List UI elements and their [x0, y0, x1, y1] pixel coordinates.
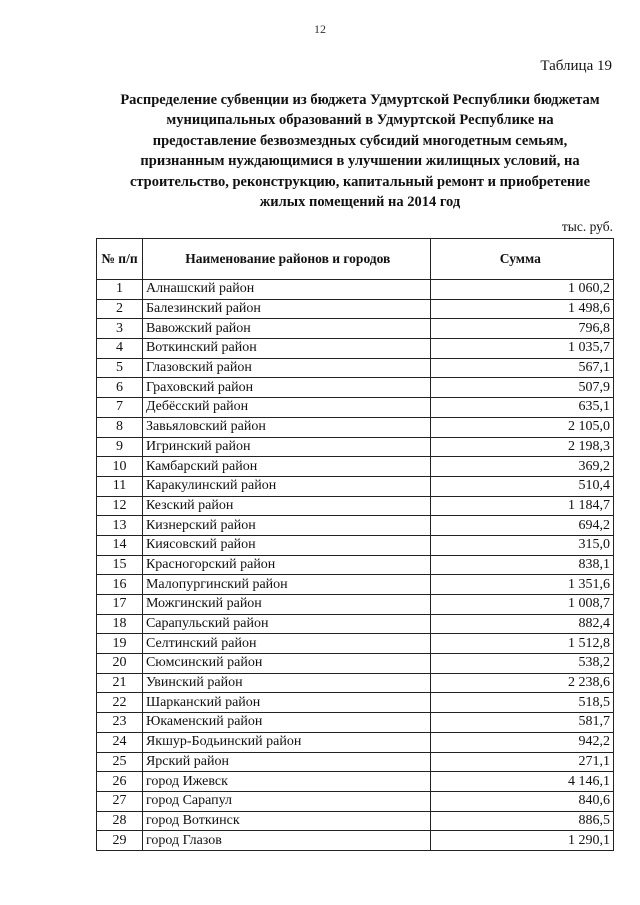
- table-row: [97, 831, 614, 851]
- row-name: Дебёсский район: [142, 398, 430, 418]
- row-sum: 1 008,7: [430, 595, 613, 615]
- row-name: Шарканский район: [142, 693, 430, 713]
- row-number: 15: [97, 555, 143, 575]
- row-number: 1: [97, 280, 143, 300]
- row-number: 11: [97, 476, 143, 496]
- table-row: [97, 595, 614, 615]
- table-row: [97, 614, 614, 634]
- title-line: признанным нуждающимися в улучшении жилищных условий, на: [140, 153, 580, 170]
- table-row: [97, 732, 614, 752]
- table-row: [97, 772, 614, 792]
- row-number: 18: [97, 614, 143, 634]
- row-name: город Воткинск: [142, 811, 430, 831]
- table-row: [97, 575, 614, 595]
- table-row: [97, 752, 614, 772]
- row-name: Завьяловский район: [142, 417, 430, 437]
- row-sum: 1 512,8: [430, 634, 613, 654]
- table-row: [97, 476, 614, 496]
- table-row: [97, 713, 614, 733]
- table-row: [97, 516, 614, 536]
- row-number: 20: [97, 654, 143, 674]
- row-number: 12: [97, 496, 143, 516]
- row-number: 13: [97, 516, 143, 536]
- header-num: № п/п: [97, 239, 143, 280]
- row-sum: 538,2: [430, 654, 613, 674]
- row-sum: 369,2: [430, 457, 613, 477]
- row-number: 23: [97, 713, 143, 733]
- row-number: 28: [97, 811, 143, 831]
- row-name: Каракулинский район: [142, 476, 430, 496]
- row-number: 9: [97, 437, 143, 457]
- row-name: Глазовский район: [142, 358, 430, 378]
- title-line: предоставление безвозмездных субсидий многодетным семьям,: [152, 132, 568, 149]
- table-row: [97, 791, 614, 811]
- row-sum: 2 238,6: [430, 673, 613, 693]
- row-sum: 796,8: [430, 319, 613, 339]
- row-sum: 1 351,6: [430, 575, 613, 595]
- row-number: 27: [97, 791, 143, 811]
- document-title: [100, 90, 620, 212]
- row-name: город Глазов: [142, 831, 430, 851]
- row-sum: 2 198,3: [430, 437, 613, 457]
- row-name: Можгинский район: [142, 595, 430, 615]
- row-sum: 1 035,7: [430, 339, 613, 359]
- row-name: Увинский район: [142, 673, 430, 693]
- table-body: [97, 280, 614, 851]
- row-number: 29: [97, 831, 143, 851]
- row-sum: 1 060,2: [430, 280, 613, 300]
- row-number: 8: [97, 417, 143, 437]
- row-number: 19: [97, 634, 143, 654]
- table-row: [97, 654, 614, 674]
- row-name: Ярский район: [142, 752, 430, 772]
- table-row: [97, 811, 614, 831]
- row-sum: 567,1: [430, 358, 613, 378]
- row-sum: 2 105,0: [430, 417, 613, 437]
- row-name: Якшур-Бодьинский район: [142, 732, 430, 752]
- row-name: Сарапульский район: [142, 614, 430, 634]
- row-number: 24: [97, 732, 143, 752]
- table-row: [97, 339, 614, 359]
- row-number: 17: [97, 595, 143, 615]
- row-number: 3: [97, 319, 143, 339]
- row-name: Алнашский район: [142, 280, 430, 300]
- table-row: [97, 535, 614, 555]
- header-name: Наименование районов и городов: [142, 239, 430, 280]
- row-name: Вавожский район: [142, 319, 430, 339]
- row-sum: 635,1: [430, 398, 613, 418]
- table-row: [97, 693, 614, 713]
- table-row: [97, 555, 614, 575]
- table-row: [97, 673, 614, 693]
- row-name: Малопургинский район: [142, 575, 430, 595]
- row-number: 5: [97, 358, 143, 378]
- row-sum: 942,2: [430, 732, 613, 752]
- row-number: 16: [97, 575, 143, 595]
- row-sum: 840,6: [430, 791, 613, 811]
- row-name: Сюмсинский район: [142, 654, 430, 674]
- row-sum: 315,0: [430, 535, 613, 555]
- row-sum: 838,1: [430, 555, 613, 575]
- row-name: Селтинский район: [142, 634, 430, 654]
- row-number: 26: [97, 772, 143, 792]
- row-name: Балезинский район: [142, 299, 430, 319]
- row-sum: 1 184,7: [430, 496, 613, 516]
- row-name: Киясовский район: [142, 535, 430, 555]
- table-row: [97, 280, 614, 300]
- row-name: Кизнерский район: [142, 516, 430, 536]
- row-number: 4: [97, 339, 143, 359]
- table-row: [97, 398, 614, 418]
- subvention-table: [96, 238, 614, 851]
- title-line: строительство, реконструкцию, капитальный ремонт и приобретение: [129, 173, 591, 190]
- row-sum: 882,4: [430, 614, 613, 634]
- table-row: [97, 358, 614, 378]
- row-name: Кезский район: [142, 496, 430, 516]
- table-row: [97, 319, 614, 339]
- row-sum: 581,7: [430, 713, 613, 733]
- row-name: город Ижевск: [142, 772, 430, 792]
- units-label: тыс. руб.: [561, 219, 613, 234]
- row-sum: 886,5: [430, 811, 613, 831]
- table-row: [97, 378, 614, 398]
- row-sum: 694,2: [430, 516, 613, 536]
- title-line: муниципальных образований в Удмуртской Республике на: [166, 112, 554, 129]
- table-row: [97, 437, 614, 457]
- table-row: [97, 457, 614, 477]
- table-header-row: [97, 239, 614, 280]
- row-name: Камбарский район: [142, 457, 430, 477]
- header-sum: Сумма: [430, 239, 613, 280]
- row-sum: 518,5: [430, 693, 613, 713]
- row-sum: 1 498,6: [430, 299, 613, 319]
- row-name: Красногорский район: [142, 555, 430, 575]
- title-line: Распределение субвенции из бюджета Удмуртской Республики бюджетам: [120, 92, 600, 108]
- row-number: 22: [97, 693, 143, 713]
- row-sum: 1 290,1: [430, 831, 613, 851]
- row-name: Воткинский район: [142, 339, 430, 359]
- row-name: Юкаменский район: [142, 713, 430, 733]
- row-number: 21: [97, 673, 143, 693]
- row-name: город Сарапул: [142, 791, 430, 811]
- row-number: 7: [97, 398, 143, 418]
- table-label: Таблица 19: [540, 58, 612, 74]
- row-number: 14: [97, 535, 143, 555]
- table-row: [97, 496, 614, 516]
- row-sum: 4 146,1: [430, 772, 613, 792]
- title-line: жилых помещений на 2014 год: [259, 194, 461, 211]
- row-sum: 510,4: [430, 476, 613, 496]
- page-number: 12: [314, 22, 326, 36]
- table-row: [97, 634, 614, 654]
- row-number: 6: [97, 378, 143, 398]
- table-row: [97, 417, 614, 437]
- row-number: 25: [97, 752, 143, 772]
- row-sum: 271,1: [430, 752, 613, 772]
- row-name: Граховский район: [142, 378, 430, 398]
- table-row: [97, 299, 614, 319]
- row-sum: 507,9: [430, 378, 613, 398]
- row-number: 2: [97, 299, 143, 319]
- row-name: Игринский район: [142, 437, 430, 457]
- row-number: 10: [97, 457, 143, 477]
